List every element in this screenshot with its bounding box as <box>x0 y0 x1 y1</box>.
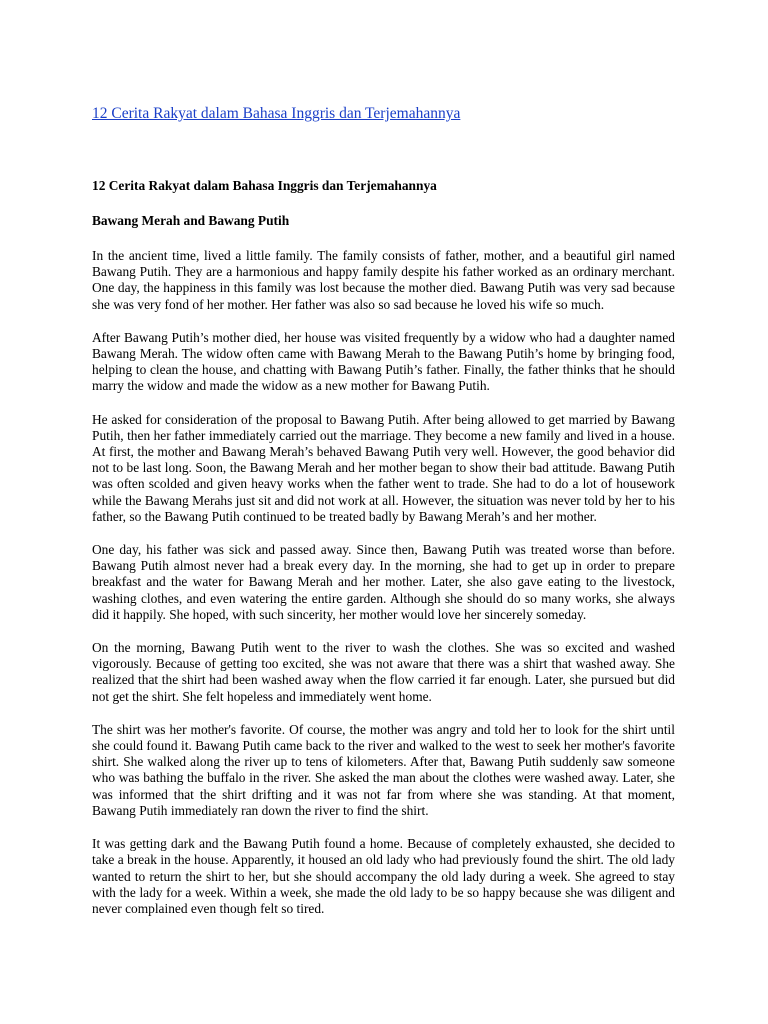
story-paragraph-2: After Bawang Putih’s mother died, her house was visited frequently by a widow who had a daughter named Bawang Merah. The widow often came with Bawang Merah to the Bawang Putih’s home by bringing food, helping to clean the house, and chatting with Bawang Putih’s father. Finally, the father thinks that he should marry the widow and made the widow as a new mother for Bawang Putih. <box>92 329 675 394</box>
article-title-link[interactable]: 12 Cerita Rakyat dalam Bahasa Inggris dan Terjemahannya <box>92 105 461 122</box>
article-heading: 12 Cerita Rakyat dalam Bahasa Inggris dan Terjemahannya <box>92 178 437 193</box>
story-paragraph-1: In the ancient time, lived a little family. The family consists of father, mother, and a beautiful girl named Bawang Putih. They are a harmonious and happy family despite his father worked as an ordinary merchant. One day, the happiness in this family was lost because the mother died. Bawang Putih was very sad because she was very fond of her mother. Her father was also so sad because he loved his wife so much. <box>92 248 675 312</box>
document-page <box>92 104 675 934</box>
story-paragraph-7: It was getting dark and the Bawang Putih found a home. Because of completely exhausted, she decided to take a break in the house. Apparently, it housed an old lady who had previously found the shirt. The old lady wanted to return the shirt to her, but she should accompany the old lady during a week. She agreed to stay with the lady for a week. Within a week, she made the old lady to be so happy because she was diligent and never complained even though felt so tired. <box>92 836 675 916</box>
story-paragraph-5: On the morning, Bawang Putih went to the river to wash the clothes. She was so excited and washed vigorously. Because of getting too excited, she was not aware that there was a shirt that washed away. She realized that the shirt had been washed away when the flow carried it far enough. Later, she pursued but did not get the shirt. She felt hopeless and immediately went home. <box>92 640 675 704</box>
story-paragraph-4: One day, his father was sick and passed away. Since then, Bawang Putih was treated worse than before. Bawang Putih almost never had a break every day. In the morning, she had to get up in order to prepare breakfast and the water for Bawang Merah and her mother. Later, she also gave eating to the livestock, washing clothes, and even watering the entire garden. Although she should do so many works, she always did it happily. She hoped, with such sincerity, her mother would love her sincerely someday. <box>92 542 675 622</box>
story-paragraph-6: The shirt was her mother's favorite. Of course, the mother was angry and told her to look for the shirt until she could found it. Bawang Putih came back to the river and walked to the west to seek her mother's favorite shirt. She walked along the river up to tens of kilometers. After that, Bawang Putih suddenly saw someone who was bathing the buffalo in the river. She asked the man about the clothes were washed away. Later, she was informed that the shirt drifting and it was not far from where she was standing. At that moment, Bawang Putih immediately ran down the river to find the shirt. <box>92 721 675 818</box>
story-title: Bawang Merah and Bawang Putih <box>92 213 290 228</box>
story-paragraph-3: He asked for consideration of the proposal to Bawang Putih. After being allowed to get married by Bawang Putih, then her father immediately carried out the marriage. They become a new family and lived in a house. At first, the mother and Bawang Merah’s behaved Bawang Putih very well. However, the good behavior did not to be last long. Soon, the Bawang Merah and her mother began to show their bad attitude. Bawang Putih was often scolded and given heavy works when the father went to trade. She had to do a lot of housework while the Bawang Merahs just sit and did not work at all. However, the situation was never told by her to his father, so the Bawang Putih continued to be treated badly by Bawang Merah’s and her mother. <box>92 411 675 524</box>
